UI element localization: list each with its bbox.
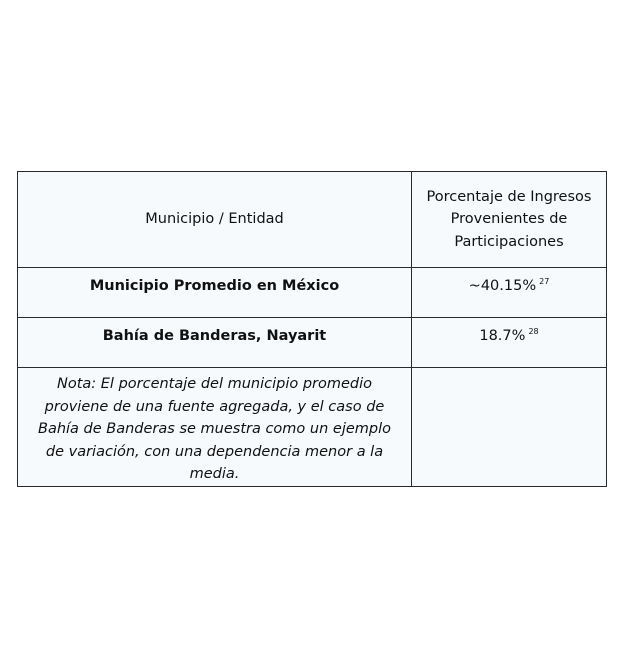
footnote-ref[interactable]: 28 [528,327,539,337]
note-row [18,368,607,487]
note-cell: Nota: El porcentaje del municipio promedio proviene de una fuente agregada, y el caso de Bahía de Banderas se muestra como un ejemplo de variación, con una dependencia menor a la media. [18,368,412,487]
footnote-ref[interactable]: 27 [539,277,550,287]
value-text: ~40.15% [468,278,537,294]
value-cell [412,268,607,318]
note-empty-cell [412,368,607,487]
table-row [18,268,607,318]
header-entity-cell: Municipio / Entidad [18,172,412,268]
table-row [18,318,607,368]
value-cell [412,318,607,368]
value-text: 18.7% [479,328,526,344]
entity-cell: Bahía de Banderas, Nayarit [18,318,412,368]
entity-cell: Municipio Promedio en México [18,268,412,318]
participaciones-table [17,171,607,487]
table-header-row [18,172,607,268]
header-percentage-cell: Porcentaje de Ingresos Provenientes de Participaciones [412,172,607,268]
